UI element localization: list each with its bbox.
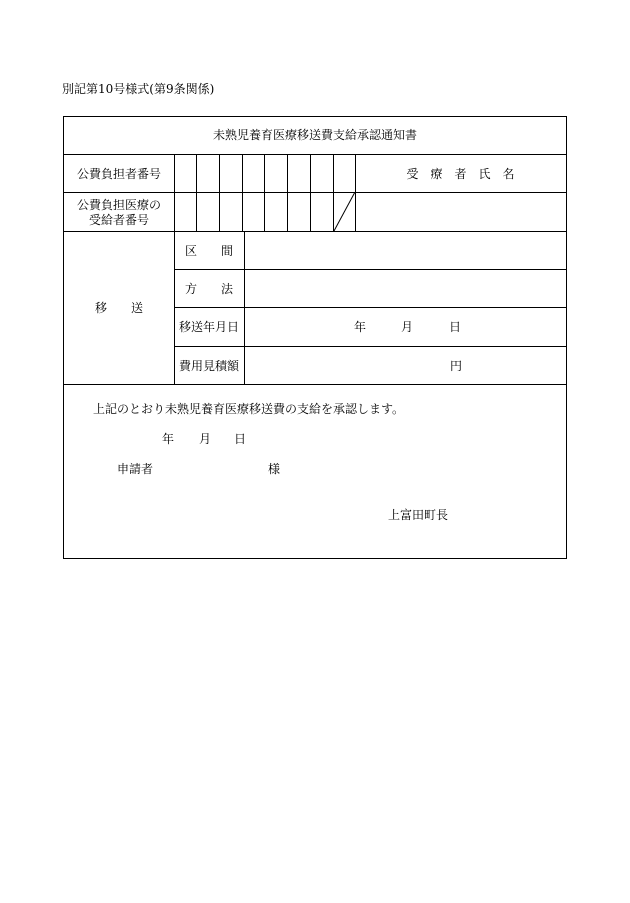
transport-date-day: 日 (449, 320, 462, 334)
transport-label: 移 送 (94, 301, 143, 315)
digit-divider (287, 154, 288, 231)
notice-form (63, 116, 567, 559)
digit-divider (264, 154, 265, 231)
row-divider (174, 346, 566, 347)
row-divider (64, 384, 566, 385)
transport-date-month: 月 (401, 320, 414, 334)
recipient-name-label: 受 療 者 氏 名 (406, 167, 515, 181)
cost-unit: 円 (450, 359, 463, 373)
form-title: 未熟児養育医療移送費支給承認通知書 (212, 128, 417, 142)
notice-date-year: 年 (162, 432, 175, 446)
cost-estimate-label: 費用見積額 (178, 359, 239, 373)
public-payer-number-label: 公費負担者番号 (76, 167, 161, 181)
recipient-number-label-line2: 受給者番号 (88, 213, 149, 227)
row-divider (174, 307, 566, 308)
applicant-label: 申請者 (117, 462, 154, 476)
digit-divider (310, 154, 311, 231)
notice-date-day: 日 (234, 432, 247, 446)
transport-date-year: 年 (354, 320, 367, 334)
row-divider (64, 192, 566, 193)
issuer-name: 上富田町長 (388, 508, 449, 522)
row-divider (64, 154, 566, 155)
form-caption: 別記第10号様式(第9条関係) (62, 82, 215, 96)
row-divider (64, 231, 566, 232)
transport-date-label: 移送年月日 (178, 320, 239, 334)
method-label: 方 法 (184, 282, 233, 296)
approval-statement: 上記のとおり未熟児養育医療移送費の支給を承認します。 (93, 402, 405, 416)
recipient-number-label-line1: 公費負担医療の (76, 198, 161, 212)
row-divider (174, 269, 566, 270)
notice-date-month: 月 (199, 432, 212, 446)
digit-divider (219, 154, 220, 231)
column-divider (244, 231, 245, 384)
digit-divider (242, 154, 243, 231)
section-label: 区 間 (184, 244, 233, 258)
diagonal-slash (333, 192, 356, 231)
honorific: 様 (268, 462, 281, 476)
column-divider (174, 154, 175, 384)
digit-divider (196, 154, 197, 231)
